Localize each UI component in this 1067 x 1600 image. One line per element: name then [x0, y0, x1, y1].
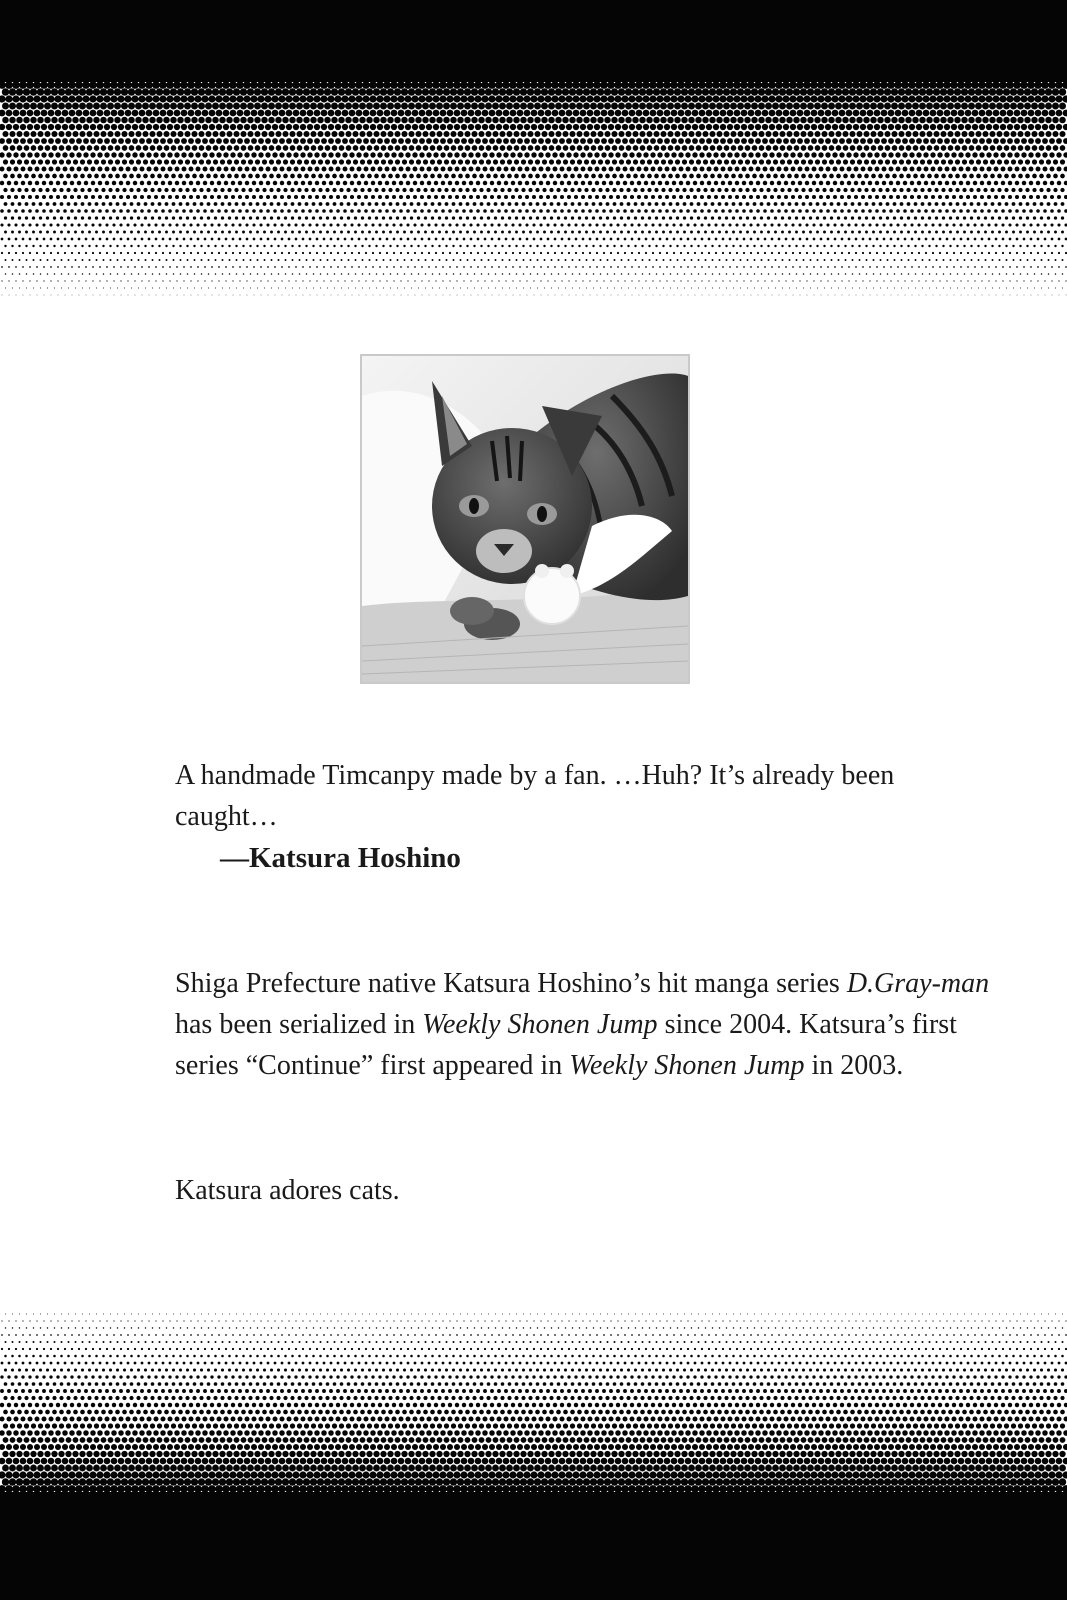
top-halftone-band — [0, 82, 1067, 320]
bio-text-2: has been serialized in — [175, 1009, 423, 1040]
bio-text-1: Shiga Prefecture native Katsura Hoshino’s hit manga series — [175, 968, 847, 999]
bottom-halftone-band — [0, 1290, 1067, 1492]
cat-photo — [360, 354, 690, 684]
bottom-band-solid — [0, 1492, 1067, 1600]
magazine-title-1: Weekly Shonen Jump — [422, 1009, 658, 1040]
author-note: Katsura adores cats. — [175, 1175, 400, 1206]
top-band-solid — [0, 0, 1067, 82]
author-signature: —Katsura Hoshino — [220, 842, 461, 874]
author-bio — [175, 963, 995, 1086]
photo-caption: A handmade Timcanpy made by a fan. …Huh? It’s already been caught… — [175, 760, 895, 832]
magazine-title-2: Weekly Shonen Jump — [569, 1050, 805, 1081]
bio-text-3: since 2004. Katsura’s first series “Continue” first appeared in — [175, 1009, 957, 1081]
bio-text-4: in 2003. — [804, 1050, 904, 1081]
series-title: D.Gray-man — [846, 968, 990, 999]
cat-photo-icon — [362, 356, 688, 682]
